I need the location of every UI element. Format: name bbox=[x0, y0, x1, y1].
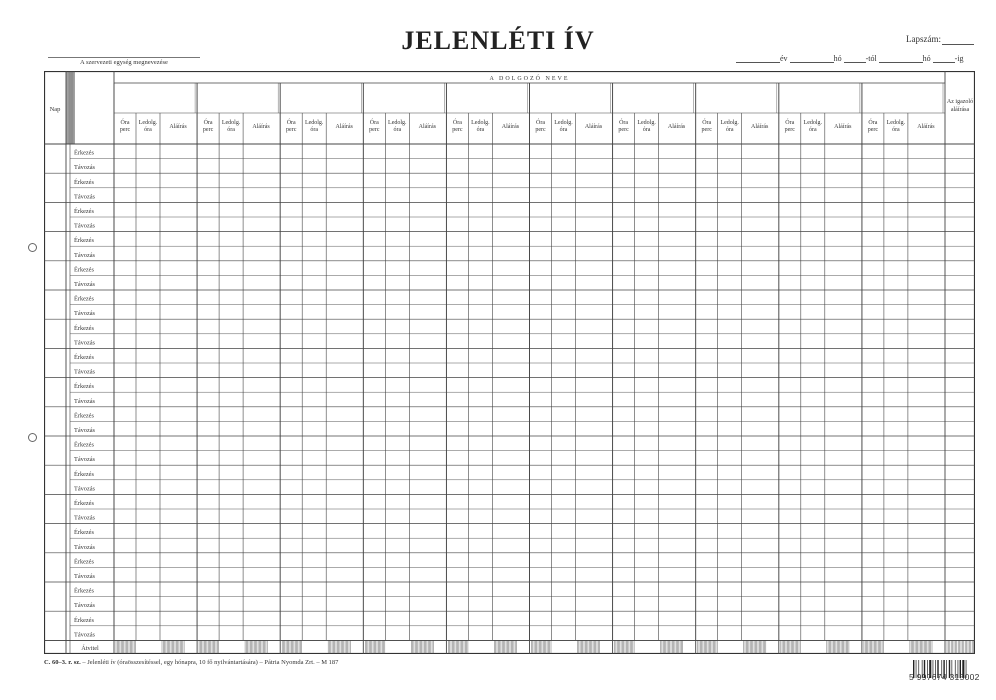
subheader-perc: perc bbox=[701, 127, 712, 133]
subheader-alairas: Aláírás bbox=[252, 124, 270, 130]
row-label: Érkezés bbox=[74, 558, 94, 566]
subheader-alairas: Aláírás bbox=[584, 124, 603, 130]
subheader-ledolg: Ledolg. bbox=[304, 120, 324, 126]
row-label: Érkezés bbox=[74, 587, 94, 595]
subheader-ledolg-ora: óra bbox=[144, 127, 152, 133]
sheet-number-label: Lapszám: bbox=[906, 34, 941, 44]
row-label: Távozás bbox=[74, 397, 95, 405]
approver-header-line2: aláírása bbox=[950, 107, 970, 113]
subheader-perc: perc bbox=[369, 127, 380, 133]
row-label: Távozás bbox=[74, 339, 95, 347]
row-label: Távozás bbox=[74, 164, 95, 172]
subheader-ledolg-ora: óra bbox=[808, 127, 817, 133]
row-label: Érkezés bbox=[74, 412, 94, 420]
day-header: Nap bbox=[49, 106, 61, 113]
footer bbox=[44, 659, 338, 666]
subheader-ora: Óra bbox=[536, 120, 545, 126]
row-label: Érkezés bbox=[74, 178, 94, 186]
row-label: Távozás bbox=[74, 427, 95, 434]
sheet-number-field[interactable] bbox=[942, 44, 974, 45]
subheader-ledolg-ora: óra bbox=[892, 127, 900, 133]
subheader-alairas: Aláírás bbox=[418, 124, 436, 130]
row-label: Távozás bbox=[74, 193, 95, 201]
attendance-table bbox=[44, 71, 975, 654]
subheader-perc: perc bbox=[286, 127, 297, 133]
subheader-perc: perc bbox=[867, 127, 879, 133]
subheader-perc: perc bbox=[202, 127, 214, 133]
subheader-ledolg-ora: óra bbox=[559, 127, 568, 133]
subheader-ledolg: Ledolg. bbox=[637, 120, 656, 126]
row-label: Távozás bbox=[74, 251, 95, 259]
employee-name-header: A DOLGOZÓ NEVE bbox=[489, 76, 570, 82]
subheader-alairas: Aláírás bbox=[667, 124, 686, 130]
row-label: Érkezés bbox=[74, 237, 94, 245]
org-unit-field[interactable] bbox=[48, 57, 200, 58]
row-label: Érkezés bbox=[74, 500, 94, 507]
row-label: Távozás bbox=[74, 602, 95, 610]
row-label: Távozás bbox=[74, 222, 95, 230]
row-label: Érkezés bbox=[74, 470, 94, 478]
subheader-ora: Óra bbox=[452, 120, 462, 126]
punch-hole bbox=[28, 433, 37, 442]
subheader-ora: Óra bbox=[702, 120, 712, 126]
row-label: Érkezés bbox=[74, 208, 94, 215]
subheader-ledolg: Ledolg. bbox=[221, 120, 241, 126]
month-to-label: hó bbox=[922, 54, 931, 63]
row-label: Távozás bbox=[74, 310, 95, 318]
row-label: Érkezés bbox=[74, 295, 94, 303]
subheader-perc: perc bbox=[452, 127, 463, 133]
subheader-alairas: Aláírás bbox=[834, 124, 852, 130]
subheader-ledolg: Ledolg. bbox=[554, 120, 573, 126]
subheader-ledolg-ora: óra bbox=[476, 127, 485, 133]
subheader-ledolg-ora: óra bbox=[725, 127, 734, 133]
subheader-alairas: Aláírás bbox=[169, 124, 187, 130]
row-label: Távozás bbox=[74, 485, 95, 493]
subheader-ledolg: Ledolg. bbox=[886, 120, 906, 126]
to-label: -ig bbox=[954, 54, 964, 63]
subheader-ledolg: Ledolg. bbox=[388, 120, 407, 126]
row-label: Távozás bbox=[74, 573, 95, 580]
subheader-ledolg-ora: óra bbox=[393, 127, 402, 133]
row-label: Érkezés bbox=[74, 616, 94, 624]
subheader-ledolg: Ledolg. bbox=[471, 120, 490, 126]
from-label: -tól bbox=[865, 54, 877, 63]
barcode-number: 5 997674 315002 bbox=[909, 672, 980, 682]
subheader-ora: Óra bbox=[286, 120, 296, 126]
subheader-perc: perc bbox=[784, 127, 795, 133]
subheader-ledolg-ora: óra bbox=[310, 127, 319, 133]
subheader-alairas: Aláírás bbox=[751, 124, 769, 130]
subheader-ora: Óra bbox=[203, 120, 213, 126]
subheader-ora: Óra bbox=[868, 120, 878, 126]
subheader-ledolg: Ledolg. bbox=[138, 120, 158, 126]
page-title: JELENLÉTI ÍV bbox=[401, 26, 595, 55]
row-label: Távozás bbox=[74, 514, 95, 522]
row-label: Érkezés bbox=[74, 266, 94, 274]
org-unit-caption: A szervezeti egység megnevezése bbox=[80, 59, 168, 66]
month-from-field[interactable] bbox=[790, 54, 834, 63]
subheader-ledolg-ora: óra bbox=[227, 127, 235, 133]
punch-hole bbox=[28, 243, 37, 252]
row-label: Távozás bbox=[74, 281, 95, 288]
row-label: Érkezés bbox=[74, 529, 94, 537]
row-label: Érkezés bbox=[74, 324, 94, 332]
row-label: Távozás bbox=[74, 631, 95, 639]
row-label: Távozás bbox=[74, 368, 95, 376]
row-label: Érkezés bbox=[74, 441, 94, 449]
approver-header-line1: Az igazoló bbox=[946, 99, 974, 105]
day-to-field[interactable] bbox=[933, 54, 955, 63]
carry-label: Átvitel bbox=[81, 645, 99, 652]
subheader-ora: Óra bbox=[120, 120, 130, 126]
day-from-field[interactable] bbox=[844, 54, 866, 63]
year-label: év bbox=[780, 54, 788, 63]
year-field[interactable] bbox=[736, 54, 780, 63]
row-label: Távozás bbox=[74, 543, 95, 551]
subheader-ora: Óra bbox=[785, 120, 795, 126]
form-code: C. 60–3. r. sz. bbox=[44, 659, 81, 666]
subheader-ledolg-ora: óra bbox=[642, 127, 651, 133]
subheader-ledolg: Ledolg. bbox=[720, 120, 739, 126]
subheader-perc: perc bbox=[119, 127, 131, 133]
period-line bbox=[736, 54, 964, 63]
subheader-perc: perc bbox=[618, 127, 629, 133]
subheader-alairas: Aláírás bbox=[335, 124, 353, 130]
subheader-alairas: Aláírás bbox=[917, 124, 935, 130]
row-label: Érkezés bbox=[74, 149, 94, 157]
subheader-alairas: Aláírás bbox=[501, 124, 520, 130]
month-to-field[interactable] bbox=[879, 54, 923, 63]
subheader-ora: Óra bbox=[619, 120, 629, 126]
footer-text: – Jelenléti ív (óraösszesítéssel, egy hónapra, 10 fő nyilvántartására) – Pátria Nyomda Zrt. – M 187 bbox=[82, 659, 339, 666]
subheader-ora: Óra bbox=[369, 120, 379, 126]
row-label: Távozás bbox=[74, 456, 95, 464]
month-from-label: hó bbox=[833, 54, 842, 63]
row-label: Érkezés bbox=[74, 383, 94, 391]
subheader-perc: perc bbox=[535, 127, 546, 133]
subheader-ledolg: Ledolg. bbox=[803, 120, 823, 126]
row-label: Érkezés bbox=[74, 354, 94, 361]
